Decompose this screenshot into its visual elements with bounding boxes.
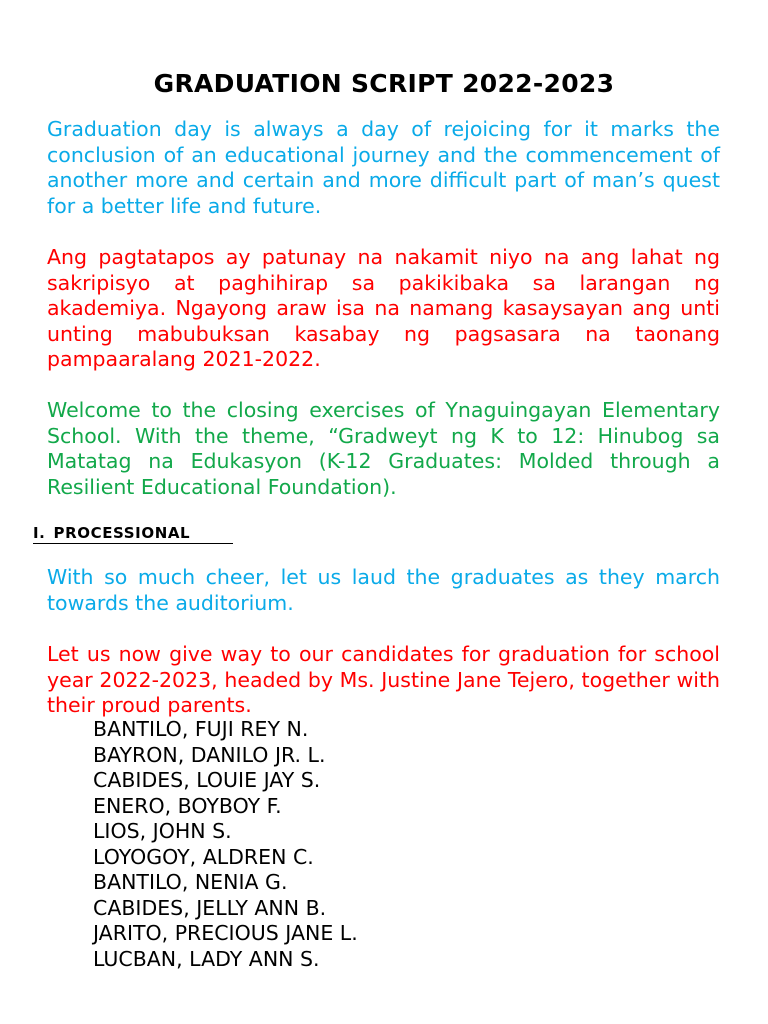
graduate-name: ENERO, BOYBOY F. [93,793,282,818]
section-number: I. [33,524,46,542]
intro-paragraph-filipino: Ang pagtatapos ay patunay na nakamit niyo na ang lahat ng sakripisyo at paghihirap sa pakikibaka sa larangan ng akademiya. Ngayong araw isa na namang kasaysayan ang unti unting mabubuksan kasabay ng pagsasara na taonang pampaaralang 2021-2022. [47,245,720,372]
intro-paragraph-english: Graduation day is always a day of rejoicing for it marks the conclusion of an educational journey and the commencement of another more and certain and more difficult part of man’s quest for a better life and future. [47,117,720,218]
section-heading-processional [33,523,233,544]
graduates-list [93,717,358,972]
document-title: GRADUATION SCRIPT 2022-2023 [153,69,615,98]
processional-intro-paragraph: With so much cheer, let us laud the graduates as they march towards the auditorium. [47,565,720,615]
graduate-name: CABIDES, LOUIE JAY S. [93,768,321,792]
processional-candidates-paragraph: Let us now give way to our candidates for graduation for school year 2022-2023, headed by Ms. Justine Jane Tejero, together with their proud parents. [47,642,720,718]
graduate-name: CABIDES, JELLY ANN B. [93,895,327,920]
graduate-name: LOYOGOY, ALDREN C. [93,844,314,869]
graduate-name: BANTILO, FUJI REY N. [93,717,309,741]
graduate-name: LIOS, JOHN S. [93,819,232,843]
graduate-name: BANTILO, NENIA G. [93,870,288,894]
graduate-name: BAYRON, DANILO JR. L. [93,742,326,767]
graduate-name: JARITO, PRECIOUS JANE L. [93,921,358,945]
graduate-name: LUCBAN, LADY ANN S. [93,946,320,971]
section-title: PROCESSIONAL [53,524,191,542]
welcome-paragraph: Welcome to the closing exercises of Ynaguingayan Elementary School. With the theme, “Gradweyt ng K to 12: Hinubog sa Matatag na Edukasyon (K-12 Graduates: Molded through a Resilient Educational Foundation). [47,398,720,499]
